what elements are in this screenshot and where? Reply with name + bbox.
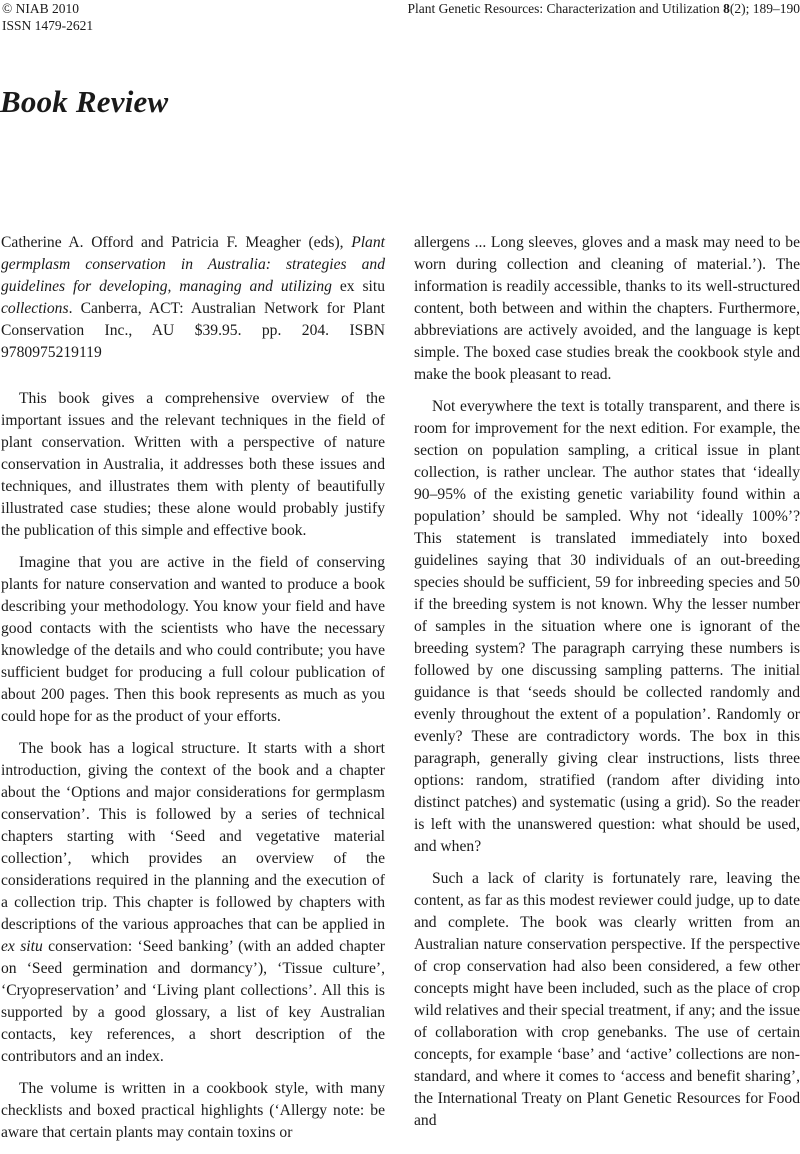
citation-book-title: Plant germplasm conservation in Australia: strategies and guidelines for developing, managing and utilizing (1, 234, 385, 295)
paragraph-3-exsitu: ex situ (1, 938, 43, 955)
issn: ISSN 1479-2621 (2, 18, 94, 33)
header-right (407, 0, 800, 17)
citation-publisher: . Canberra, ACT: Australian Network for Plant Conservation Inc., AU $39.95. pp. 204. ISBN 9780975219119 (1, 300, 385, 361)
journal-name: Plant Genetic Resources: Characterization and Utilization (407, 1, 720, 16)
body-paragraph-7: Such a lack of clarity is fortunately rare, leaving the content, as far as this modest reviewer could judge, up to date and complete. The book was clearly written from an Australian nature conservation perspective. If the perspective of crop conservation had also been considered, a few other concepts might have been included, such as the place of crop wild relatives and their special treatment, if any; and the issue of collaboration with crop genebanks. The use of certain concepts, for example ‘base’ and ‘active’ collections are non-standard, and where it comes to ‘access and benefit sharing’, the International Treaty on Plant Genetic Resources for Food and (414, 870, 800, 1129)
volume-number: 8 (723, 1, 730, 16)
header-left (2, 0, 93, 34)
body-paragraph-6: Not everywhere the text is totally transparent, and there is room for improvement for the next edition. For example, the section on population sampling, a critical issue in plant collection, is rather unclear. The author states that ‘ideally 90–95% of the existing genetic variability found within a population’ should be sampled. Why not ‘ideally 100%’? This statement is translated immediately into boxed guidelines saying that 30 individuals of an out-breeding species should be sufficient, 59 for inbreeding species and 50 if the breeding system is not known. Why the lesser number of samples in the situation where one is ignorant of the breeding system? The paragraph carrying these numbers is followed by one discussing sampling patterns. The initial guidance is that ‘seeds should be collected randomly and evenly throughout the extent of a population’. Randomly or evenly? These are contradictory words. The box in this paragraph, generally giving clear instructions, lists three options: random, stratified (random after dividing into distinct patches) and systematic (using a grid). So the reader is left with the unanswered question: what should be used, and when? (414, 398, 800, 855)
citation-authors: Catherine A. Offord and Patricia F. Meagher (eds), (1, 234, 344, 251)
body-paragraph-1: This book gives a comprehensive overview of the important issues and the relevant techniques in the field of plant conservation. Written with a perspective of nature conservation in Australia, it addresses both these issues and techniques, and illustrates them with plenty of beautifully illustrated case studies; these alone would probably justify the publication of this simple and effective book. (1, 390, 385, 539)
issue-pages: (2); 189–190 (729, 1, 800, 16)
running-header (0, 0, 800, 40)
copyright: © NIAB 2010 (2, 1, 80, 16)
citation-exsitu: ex situ (339, 278, 385, 295)
book-citation (1, 232, 385, 364)
body-paragraph-5: allergens ... Long sleeves, gloves and a mask may need to be worn during collection and cleaning of material.’). The information is readily accessible, thanks to its well-structured content, both between and within the chapters. Furthermore, abbreviations are actively avoided, and the language is kept simple. The boxed case studies break the cookbook style and make the book pleasant to read. (414, 234, 800, 383)
left-column (1, 232, 385, 1154)
citation-book-title-end: collections (1, 300, 69, 317)
paragraph-3-part-b: conservation: ‘Seed banking’ (with an added chapter on ‘Seed germination and dormancy’), ‘Tissue culture’, ‘Cryopreservation’ and ‘Living plant collections’. All this is supported by a good glossary, a list of key Australian contacts, key references, a short description of the contributors and an index. (1, 938, 385, 1065)
paragraph-3-part-a: The book has a logical structure. It starts with a short introduction, giving the context of the book and a chapter about the ‘Options and major considerations for germplasm conservation’. This is followed by a series of technical chapters starting with ‘Seed and vegetative material collection’, which provides an overview of the considerations required in the planning and the execution of a collection trip. This chapter is followed by chapters with descriptions of the various approaches that can be applied in (1, 740, 385, 933)
page-title: Book Review (0, 84, 169, 119)
body-paragraph-3 (1, 738, 385, 1068)
body-paragraph-2: Imagine that you are active in the field of conserving plants for nature conservation and wanted to produce a book describing your methodology. You know your field and have good contacts with the scientists who have the necessary knowledge of the details and who could contribute; you have sufficient budget for producing a full colour publication of about 200 pages. Then this book represents as much as you could hope for as the product of your efforts. (1, 554, 385, 725)
body-paragraph-4: The volume is written in a cookbook style, with many checklists and boxed practical highlights (‘Allergy note: be aware that certain plants may contain toxins or (1, 1080, 385, 1141)
right-column (414, 232, 800, 1142)
